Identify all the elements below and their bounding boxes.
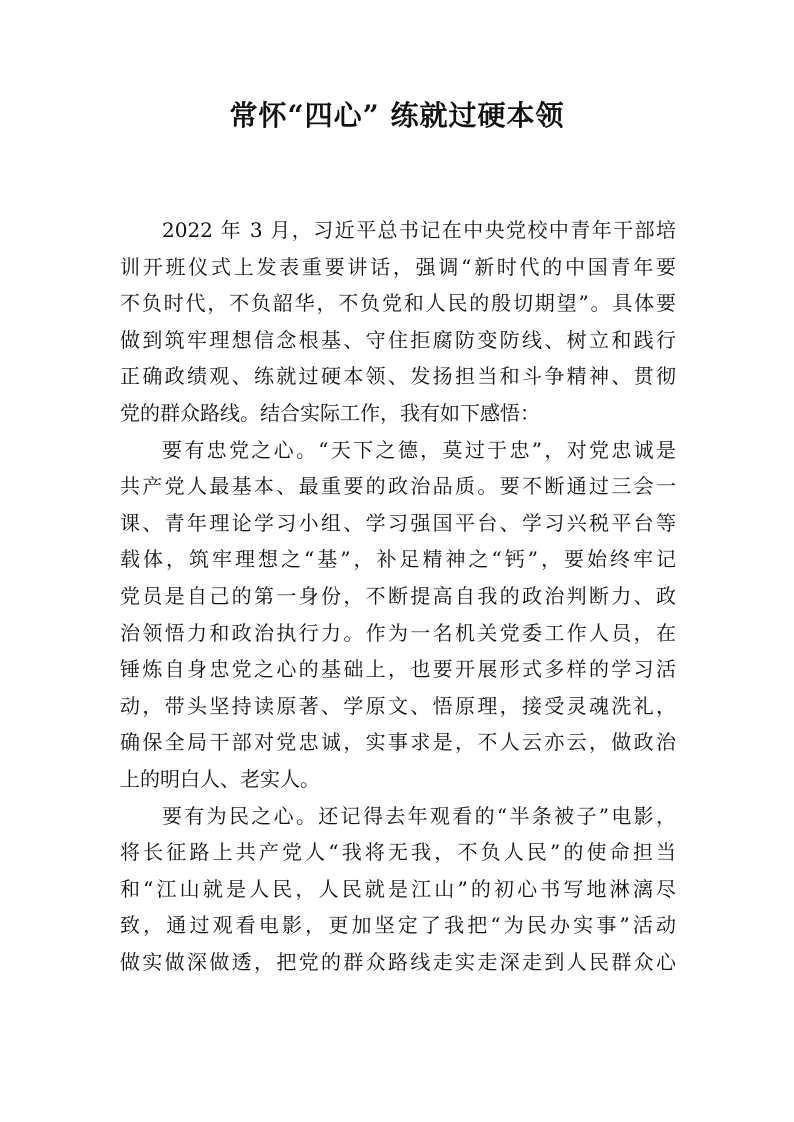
text-line: 做实做深做透，把党的群众路线走实走深走到人民群众心 bbox=[120, 949, 676, 974]
document-body bbox=[120, 212, 676, 980]
text-line: 党的群众路线。结合实际工作，我有如下感悟： bbox=[120, 400, 540, 425]
text-line: 要有为民之心。还记得去年观看的“半条被子”电影， bbox=[162, 803, 676, 828]
text-line: 确保全局干部对党忠诚，实事求是，不人云亦云，做政治 bbox=[120, 730, 676, 755]
text-line: 锤炼自身忠党之心的基础上，也要开展形式多样的学习活 bbox=[120, 657, 676, 682]
text-line: 课、青年理论学习小组、学习强国平台、学习兴税平台等 bbox=[120, 510, 676, 535]
text-line: 上的明白人、老实人。 bbox=[120, 766, 320, 791]
text-line: 做到筑牢理想信念根基、守住拒腐防变防线、树立和践行 bbox=[120, 327, 676, 352]
text-line: 载体，筑牢理想之“基”，补足精神之“钙”，要始终牢记 bbox=[120, 547, 676, 572]
text-line: 党员是自己的第一身份，不断提高自我的政治判断力、政 bbox=[120, 583, 676, 608]
text-line: 致，通过观看电影，更加坚定了我把“为民办实事”活动 bbox=[120, 913, 676, 938]
text-line: 将长征路上共产党人“我将无我，不负人民”的使命担当 bbox=[120, 840, 676, 865]
text-line: 2022 年 3 月，习近平总书记在中央党校中青年干部培 bbox=[162, 218, 676, 242]
text-line: 不负时代，不负韶华，不负党和人民的殷切期望”。具体要 bbox=[120, 291, 676, 316]
text-line: 训开班仪式上发表重要讲话，强调“新时代的中国青年要 bbox=[120, 254, 676, 279]
text-line: 正确政绩观、练就过硬本领、发扬担当和斗争精神、贯彻 bbox=[120, 364, 676, 389]
text-line: 和“江山就是人民，人民就是江山”的初心书写地淋漓尽 bbox=[120, 876, 676, 901]
text-line: 要有忠党之心。“天下之德，莫过于忠”，对党忠诚是 bbox=[162, 437, 676, 462]
document-title: 常怀“四心” 练就过硬本领 bbox=[229, 99, 565, 132]
text-line: 治领悟力和政治执行力。作为一名机关党委工作人员，在 bbox=[120, 620, 676, 645]
text-line: 共产党人最基本、最重要的政治品质。要不断通过三会一 bbox=[120, 474, 676, 499]
text-line: 动，带头坚持读原著、学原文、悟原理，接受灵魂洗礼， bbox=[120, 693, 676, 718]
